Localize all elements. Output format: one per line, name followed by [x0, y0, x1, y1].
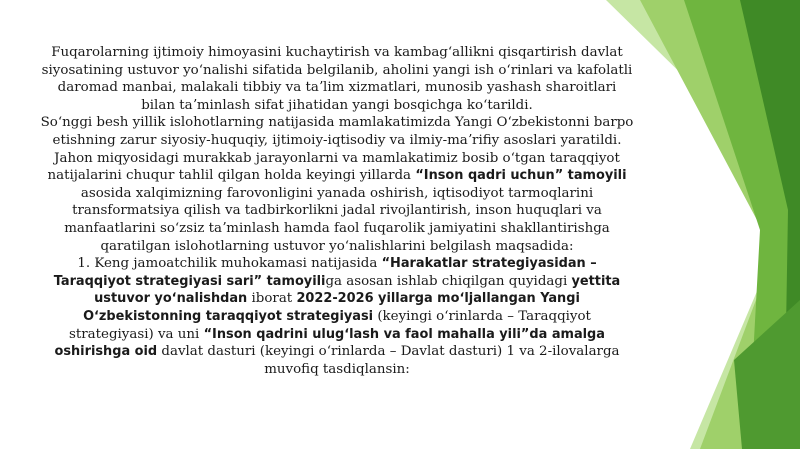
- paragraph-3: [40, 150, 634, 256]
- paragraph-4: [40, 255, 634, 378]
- bold-text: “Inson qadrini ulugʻlash va faol mahalla yili”da amalga oshirishga oid: [54, 326, 605, 360]
- text-run: iborat: [247, 291, 297, 307]
- paragraph-1: [40, 44, 634, 114]
- document-text: [40, 44, 634, 378]
- text-run: (keyingi oʻrinlarda – Taraqqiyot strategiyasi) va uni: [69, 308, 591, 342]
- text-run: Soʻnggi besh yillik islohotlarning natijasida mamlakatimizda Yangi Oʻzbekistonni barpo etishning zarur siyosiy-huquqiy, ijtimoiy-iqtisodiy va ilmiy-maʼrifiy asoslari yaratildi.: [40, 115, 634, 148]
- text-run: Jahon miqyosidagi murakkab jarayonlarni va mamlakatimiz bosib oʻtgan taraqqiyot natijalarini chuqur tahlil qilgan holda keyingi yillarda: [47, 150, 620, 184]
- text-run: asosida xalqimizning farovonligini yanada oshirish, iqtisodiyot tarmoqlarini transformatsiya qilish va tadbirkorlikni jadal rivojlantirish, inson huquqlari va manfaatlarini soʻzsiz taʼminlash hamda faol fuqarolik jamiyatini shakllantirishga qaratilgan islohotlarning ustuvor yoʻnalishlarini belgilash maqsadida:: [64, 185, 610, 254]
- bold-text: “Inson qadri uchun” tamoyili: [415, 168, 627, 184]
- bold-text: yettita ustuvor yoʻnalishdan: [94, 273, 621, 307]
- bold-text: “Harakatlar strategiyasidan – Taraqqiyot strategiyasi sari” tamoyili: [53, 256, 597, 289]
- paragraph-2: [40, 114, 634, 149]
- text-run: Fuqarolarning ijtimoiy himoyasini kuchaytirish va kambagʻallikni qisqartirish davlat siyosatining ustuvor yoʻnalishi sifatida belgilanib, aholini yangi ish oʻrinlari va kafolatli daromad manbai, malakali tibbiy va taʼlim xizmatlari, munosib yashash sharoitlari bilan taʼminlash sifat jihatidan yangi bosqichga koʻtarildi.: [41, 45, 633, 113]
- bold-text: 2022-2026 yillarga moʻljallangan Yangi Oʻzbekistonning taraqqiyot strategiyasi: [83, 291, 580, 324]
- text-run: ga asosan ishlab chiqilgan quyidagi: [325, 273, 572, 289]
- text-run: 1. Keng jamoatchilik muhokamasi natijasida: [77, 256, 382, 272]
- text-run: davlat dasturi (keyingi oʻrinlarda – Davlat dasturi) 1 va 2-ilovalarga muvofiq tasdiqlansin:: [157, 344, 620, 377]
